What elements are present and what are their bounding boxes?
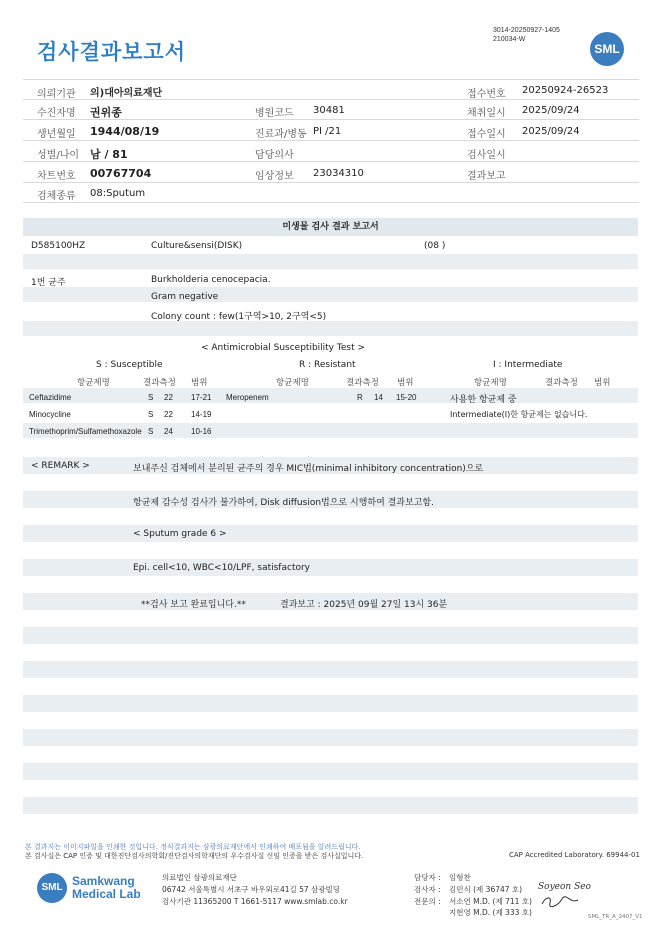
- row-divider: [23, 99, 639, 100]
- gram-stain: Gram negative: [151, 292, 219, 302]
- signature: Soyeon Seo: [538, 882, 591, 892]
- value-receipt-number: 20250924-26523: [522, 85, 609, 96]
- page-title: 검사결과보고서: [37, 40, 187, 64]
- intermediate-note-1: 사용한 항균제 중: [450, 395, 517, 405]
- col-header-result: 결과측정: [143, 378, 176, 388]
- intermediate-note-2: Intermediate(I)한 항균제는 없습니다.: [450, 410, 588, 419]
- drug-value: 22: [164, 410, 173, 419]
- organism-label: 1번 균주: [31, 278, 66, 288]
- drug-name: Minocycline: [29, 410, 71, 419]
- signature-mark: [540, 894, 580, 908]
- col-header-result: 결과측정: [545, 378, 578, 388]
- accreditation-notice: 본 검사실은 CAP 인증 및 대한진단검사의학회/진단검사의학재단의 우수검사실 신임 인증을 받은 검사실입니다.: [25, 852, 364, 860]
- stripe: [23, 661, 638, 678]
- sml-footer-logo: SML: [37, 873, 67, 903]
- brand-name: [72, 875, 141, 901]
- drug-range: 14-19: [191, 410, 212, 419]
- form-code: SML_TR_A_2407_V1: [588, 914, 643, 920]
- drug-result: R: [357, 393, 363, 402]
- test-code: D585100HZ: [31, 241, 86, 251]
- label-sex-age: 성별/나이: [37, 150, 80, 161]
- label-requesting-institution: 의뢰기관: [37, 89, 76, 100]
- value-collection-date: 2025/09/24: [522, 105, 580, 116]
- staff-name: 지현영 M.D. (제 333 호): [449, 908, 532, 917]
- drug-result: S: [148, 410, 154, 419]
- stripe: [23, 525, 638, 542]
- printout-notice: 본 결과지는 이미지파일을 인쇄한 것입니다. 정식결과지는 삼광의료재단에서 인쇄하여 배포됨을 알려드립니다.: [25, 843, 361, 851]
- drug-value: 24: [164, 427, 173, 436]
- test-name: Culture&sensi(DISK): [151, 241, 243, 251]
- stripe: [23, 254, 638, 269]
- staff-role: 검사자 :: [414, 885, 441, 894]
- drug-range: 10-16: [191, 427, 212, 436]
- value-requesting-institution: 의)대아의료재단: [90, 88, 163, 99]
- drug-result: S: [148, 393, 154, 402]
- staff-role: 담당자 :: [414, 873, 441, 882]
- label-birthdate: 생년월일: [37, 129, 76, 140]
- col-header-range: 범위: [397, 378, 414, 388]
- value-hospital-code: 30481: [313, 105, 345, 116]
- row-divider: [23, 140, 639, 141]
- stripe: [23, 729, 638, 746]
- staff-name: 김민식 (제 36747 호): [449, 885, 523, 894]
- label-receipt-date: 접수일시: [467, 129, 506, 140]
- section-title: 미생물 검사 결과 보고서: [23, 218, 638, 236]
- row-divider: [23, 202, 639, 203]
- drug-range: 17-21: [191, 393, 212, 402]
- sputum-grade: < Sputum grade 6 >: [133, 529, 227, 539]
- sml-logo: SML: [590, 32, 624, 66]
- report-complete: **검사 보고 완료입니다.**: [141, 600, 246, 610]
- remark-line-2: 항균제 감수성 검사가 불가하여, Disk diffusion법으로 시행하여 결과보고함.: [133, 498, 434, 508]
- col-header-drug: 항균제명: [77, 378, 110, 388]
- label-department-ward: 진료과/병동: [255, 129, 307, 140]
- label-hospital-code: 병원코드: [255, 108, 294, 119]
- value-patient-name: 권위종: [90, 106, 122, 119]
- staff-role: 전문의 :: [414, 897, 441, 906]
- label-clinical-info: 임상정보: [255, 171, 294, 182]
- col-header-result: 결과측정: [346, 378, 379, 388]
- label-physician: 담당의사: [255, 150, 294, 161]
- staff-name: 서소연 M.D. (제 711 호): [449, 897, 532, 906]
- org-name: 의료법인 삼광의료재단: [162, 873, 237, 882]
- drug-value: 22: [164, 393, 173, 402]
- epithelial-cell: Epi. cell<10, WBC<10/LPF, satisfactory: [133, 563, 311, 573]
- header-divider: [23, 79, 639, 80]
- drug-value: 14: [374, 393, 383, 402]
- organism-name: Burkholderia cenocepacia.: [151, 275, 271, 285]
- value-specimen-type: 08:Sputum: [90, 188, 146, 199]
- test-specimen-code: (08 ): [424, 241, 446, 251]
- remark-label: < REMARK >: [31, 461, 90, 471]
- drug-result: S: [148, 427, 154, 436]
- drug-name: Ceftazidime: [29, 393, 72, 402]
- row-divider: [23, 182, 639, 183]
- drug-name: Trimethoprim/Sulfamethoxazole: [29, 427, 142, 436]
- remark-line-1: 보내주신 검체에서 분리된 균주의 경우 MIC법(minimal inhibitory concentration)으로: [133, 464, 484, 474]
- document-code-line-2: 210034-W: [493, 36, 526, 43]
- legend-intermediate: I : Intermediate: [493, 360, 563, 370]
- legend-susceptible: S : Susceptible: [96, 360, 163, 370]
- cap-accreditation: CAP Accredited Laboratory. 69944-01: [509, 851, 640, 859]
- document-code: [493, 26, 560, 44]
- col-header-drug: 항균제명: [276, 378, 309, 388]
- ast-title: < Antimicrobial Susceptibility Test >: [201, 343, 365, 353]
- value-chart-number: 00767704: [90, 167, 152, 180]
- value-receipt-date: 2025/09/24: [522, 126, 580, 137]
- label-receipt-number: 접수번호: [467, 89, 506, 100]
- col-header-drug: 항균제명: [474, 378, 507, 388]
- label-collection-date: 채취일시: [467, 108, 506, 119]
- col-header-range: 범위: [191, 378, 208, 388]
- label-result-report: 결과보고: [467, 171, 506, 182]
- brand-name-line-1: Samkwang: [72, 874, 135, 888]
- value-department-ward: PI /21: [313, 126, 342, 137]
- brand-name-line-2: Medical Lab: [72, 887, 141, 901]
- value-clinical-info: 23034310: [313, 168, 364, 179]
- stripe: [23, 763, 638, 780]
- stripe: [23, 388, 638, 403]
- label-chart-number: 차트번호: [37, 171, 76, 182]
- colony-count: Colony count : few(1구역>10, 2구역<5): [151, 312, 327, 322]
- stripe: [23, 695, 638, 712]
- label-patient-name: 수진자명: [37, 108, 76, 119]
- staff-name: 임형찬: [449, 873, 471, 882]
- value-sex-age: 남 / 81: [90, 148, 128, 161]
- org-address: 06742 서울특별시 서초구 바우뫼로41길 57 삼광빌딩: [162, 885, 341, 894]
- col-header-range: 범위: [594, 378, 611, 388]
- stripe: [23, 559, 638, 576]
- stripe: [23, 321, 638, 336]
- stripe: [23, 287, 638, 302]
- label-specimen-type: 검체종류: [37, 191, 76, 202]
- legend-resistant: R : Resistant: [299, 360, 356, 370]
- drug-range: 15-20: [396, 393, 417, 402]
- document-code-line-1: 3014-20250927-1405: [493, 27, 560, 34]
- value-birthdate: 1944/08/19: [90, 125, 160, 138]
- report-datetime: 결과보고 : 2025년 09월 27일 13시 36분: [280, 600, 448, 610]
- stripe: [23, 797, 638, 814]
- org-contact: 검사기관 11365200 T 1661-5117 www.smlab.co.kr: [162, 897, 348, 906]
- stripe: [23, 627, 638, 644]
- drug-name: Meropenem: [226, 393, 269, 402]
- label-test-date: 검사일시: [467, 150, 506, 161]
